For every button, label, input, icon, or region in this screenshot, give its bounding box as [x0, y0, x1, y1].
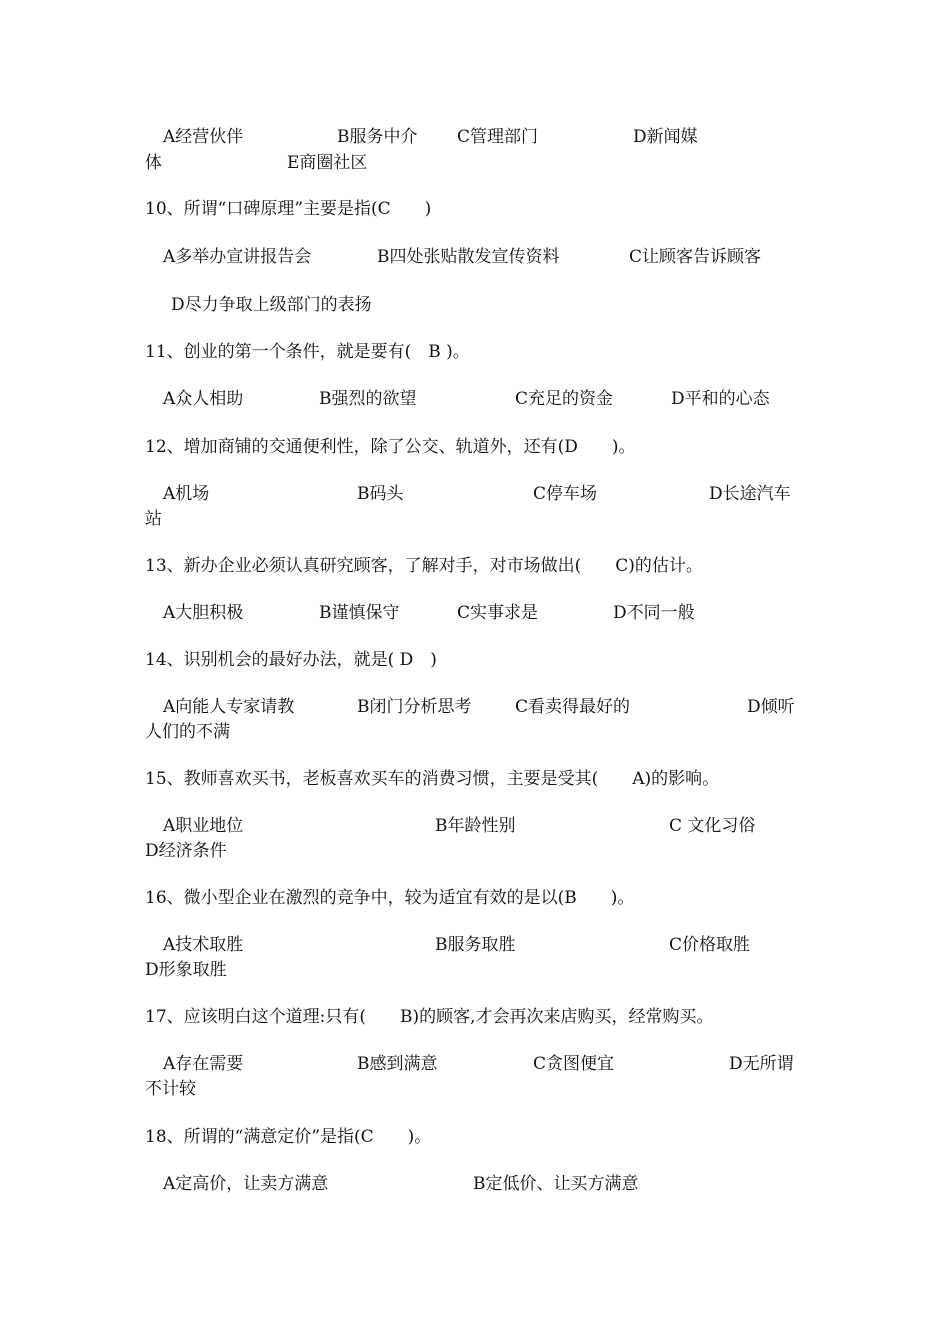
q12-question	[145, 434, 825, 460]
q15-options-line1	[145, 813, 825, 839]
q17-option-d: D无所谓	[729, 1054, 794, 1074]
q12-option-b: B码头	[357, 484, 404, 504]
q14-option-d: D倾听	[747, 697, 795, 717]
question-text: 10、所谓“口碑原理”主要是指(C )	[145, 199, 432, 219]
q17-options-line1	[145, 1051, 825, 1077]
q11-option-c: C充足的资金	[515, 389, 614, 409]
q9-option-e: E商圈社区	[287, 153, 368, 173]
q14-option-a: A向能人专家请教	[163, 697, 295, 717]
q12-option-d-wrap: 站	[145, 509, 162, 529]
q9-option-d-wrap: 体	[145, 153, 162, 173]
q11-question	[145, 339, 825, 365]
question-text: 13、新办企业必须认真研究顾客，了解对手，对市场做出( C)的估计。	[145, 556, 703, 576]
q18-option-b: B定低价、让买方满意	[473, 1174, 639, 1194]
q9-options-line2	[145, 150, 825, 176]
q10-options-line2	[145, 292, 825, 318]
q16-question	[145, 885, 825, 911]
q12-options-line1	[145, 481, 825, 507]
q12-options-line2	[145, 506, 825, 532]
q13-option-d: D不同一般	[613, 603, 695, 623]
q14-question	[145, 647, 825, 673]
q15-question	[145, 766, 825, 792]
q11-option-a: A众人相助	[163, 389, 244, 409]
q15-option-c: C 文化习俗	[669, 816, 756, 836]
q10-option-b: B四处张贴散发宣传资料	[377, 247, 560, 267]
question-text: 12、增加商铺的交通便利性，除了公交、轨道外，还有(D )。	[145, 437, 636, 457]
q18-option-a: A定高价，让卖方满意	[163, 1174, 329, 1194]
q16-options-line1	[145, 932, 825, 958]
q12-option-c: C停车场	[533, 484, 598, 504]
q10-option-a: A多举办宣讲报告会	[163, 247, 312, 267]
q17-option-d-wrap: 不计较	[145, 1079, 196, 1099]
question-text: 18、所谓的“满意定价”是指(C )。	[145, 1127, 432, 1147]
q15-options-line2	[145, 838, 825, 864]
q16-option-b: B服务取胜	[435, 935, 516, 955]
q9-option-a: A经营伙伴	[163, 127, 244, 147]
q12-option-d: D长途汽车	[709, 484, 791, 504]
q13-option-b: B谨慎保守	[319, 603, 400, 623]
q18-question	[145, 1124, 825, 1150]
q14-option-b: B闭门分析思考	[357, 697, 472, 717]
q16-options-line2	[145, 957, 825, 983]
q10-option-c: C让顾客告诉顾客	[629, 247, 762, 267]
q10-option-d: D尽力争取上级部门的表扬	[171, 295, 372, 315]
q17-question	[145, 1004, 825, 1030]
q10-options-line1	[145, 244, 825, 270]
q13-option-c: C实事求是	[457, 603, 539, 623]
question-text: 16、微小型企业在激烈的竞争中，较为适宜有效的是以(B )。	[145, 888, 635, 908]
q13-option-a: A大胆积极	[163, 603, 244, 623]
q14-options-line2	[145, 719, 825, 745]
q15-option-b: B年龄性别	[435, 816, 516, 836]
q16-option-a: A技术取胜	[163, 935, 244, 955]
q11-option-d: D平和的心态	[671, 389, 770, 409]
q15-option-a: A职业地位	[163, 816, 244, 836]
q13-question	[145, 553, 825, 579]
q11-options	[145, 386, 825, 412]
q17-option-b: B感到满意	[357, 1054, 438, 1074]
q14-option-d-wrap: 人们的不满	[145, 722, 230, 742]
q9-option-d: D新闻媒	[633, 127, 698, 147]
q14-options-line1	[145, 694, 825, 720]
q15-option-d: D经济条件	[145, 841, 227, 861]
q10-question	[145, 196, 825, 222]
question-text: 15、教师喜欢买书，老板喜欢买车的消费习惯，主要是受其( A)的影响。	[145, 769, 720, 789]
q9-options-line1	[145, 124, 825, 150]
q16-option-c: C价格取胜	[669, 935, 751, 955]
q9-option-c: C管理部门	[457, 127, 539, 147]
q17-option-a: A存在需要	[163, 1054, 244, 1074]
q9-option-b: B服务中介	[337, 127, 418, 147]
q12-option-a: A机场	[163, 484, 210, 504]
q16-option-d: D形象取胜	[145, 960, 227, 980]
q14-option-c: C看卖得最好的	[515, 697, 631, 717]
question-text: 11、创业的第一个条件，就是要有( B )。	[145, 342, 470, 362]
q13-options	[145, 600, 825, 626]
q17-option-c: C贪图便宜	[533, 1054, 615, 1074]
q17-options-line2	[145, 1076, 825, 1102]
question-text: 17、应该明白这个道理:只有( B)的顾客,才会再次来店购买，经常购买。	[145, 1007, 714, 1027]
q11-option-b: B强烈的欲望	[319, 389, 417, 409]
q18-options	[145, 1171, 825, 1197]
question-text: 14、识别机会的最好办法，就是( D )	[145, 650, 437, 670]
